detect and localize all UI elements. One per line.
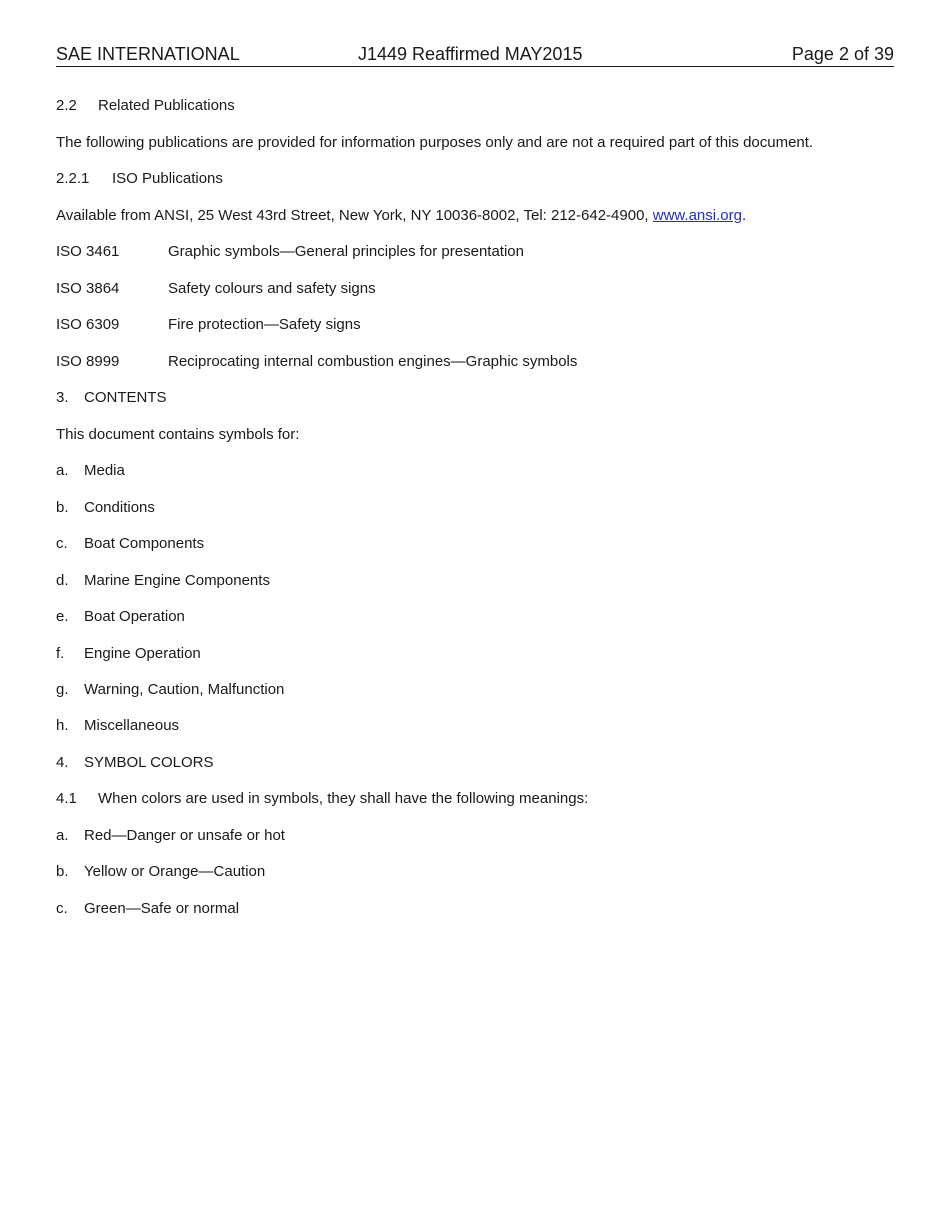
list-marker: g. [56,681,69,698]
list-item [56,716,179,736]
list-text: Conditions [84,499,155,516]
ansi-availability [56,206,746,226]
section-2-2-1-heading [56,169,223,189]
list-item [56,862,265,882]
list-item [56,607,185,627]
section-4-heading [56,753,213,773]
iso-title: Reciprocating internal combustion engines—Graphic symbols [168,353,578,370]
section-number: 2.2.1 [56,170,90,187]
list-marker: a. [56,462,69,479]
list-text: Red—Danger or unsafe or hot [84,827,285,844]
header-page-number: Page 2 of 39 [791,44,894,64]
list-item [56,534,204,554]
list-text: Media [84,462,125,479]
list-text: Green—Safe or normal [84,900,240,917]
section-title: CONTENTS [84,389,167,406]
iso-list-item [56,315,361,335]
section-3-intro: This document contains symbols for: [56,426,300,443]
iso-title: Graphic symbols—General principles for presentation [168,243,524,260]
list-item [56,571,270,591]
section-title: Related Publications [98,97,235,114]
section-2-2-intro: The following publications are provided for information purposes only and are not a required part of this document. [56,134,814,151]
list-marker: c. [56,535,68,552]
ansi-link[interactable]: www.ansi.org [652,207,742,224]
section-4-1-text [56,789,588,809]
list-marker: a. [56,827,69,844]
list-item [56,644,201,664]
iso-code: ISO 6309 [56,316,120,333]
list-text: Yellow or Orange—Caution [84,863,266,880]
list-marker: h. [56,717,69,734]
section-title: SYMBOL COLORS [84,754,214,771]
list-marker: e. [56,608,69,625]
section-number: 3. [56,389,69,406]
section-title: ISO Publications [112,170,223,187]
section-number: 4.1 [56,790,77,807]
list-marker: b. [56,499,69,516]
iso-code: ISO 3461 [56,243,120,260]
list-item [56,680,284,700]
section-body: When colors are used in symbols, they shall have the following meanings: [98,790,589,807]
iso-list-item [56,352,577,372]
availability-text: Available from ANSI, 25 West 43rd Street, New York, NY 10036-8002, Tel: 212-642-4900, [56,207,653,224]
list-text: Marine Engine Components [84,572,270,589]
iso-title: Fire protection—Safety signs [168,316,361,333]
iso-list-item [56,279,376,299]
iso-code: ISO 8999 [56,353,120,370]
section-number: 2.2 [56,97,77,114]
list-marker: d. [56,572,69,589]
list-text: Boat Components [84,535,205,552]
iso-code: ISO 3864 [56,280,120,297]
iso-list-item [56,242,524,262]
list-marker: f. [56,645,65,662]
document-page [56,0,894,1230]
section-3-heading [56,388,167,408]
header-org: SAE INTERNATIONAL [56,44,240,64]
list-text: Miscellaneous [84,717,180,734]
section-number: 4. [56,754,69,771]
iso-title: Safety colours and safety signs [168,280,376,297]
list-item [56,461,125,481]
page-header [56,42,894,67]
list-marker: b. [56,863,69,880]
list-item [56,899,239,919]
availability-end: . [741,207,747,224]
list-marker: c. [56,900,68,917]
list-item [56,498,155,518]
header-doc-id: J1449 Reaffirmed MAY2015 [358,44,583,64]
list-text: Engine Operation [84,645,201,662]
section-2-2-heading [56,96,235,116]
list-text: Warning, Caution, Malfunction [84,681,285,698]
list-item [56,826,285,846]
list-text: Boat Operation [84,608,185,625]
